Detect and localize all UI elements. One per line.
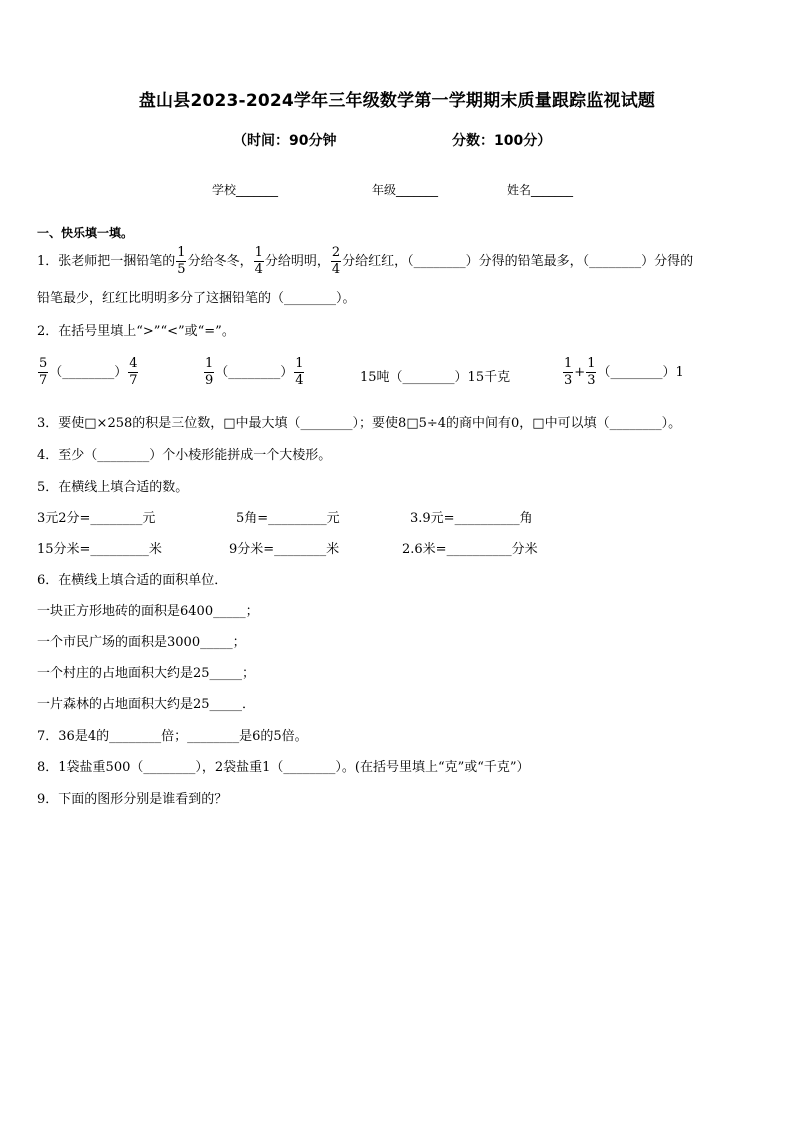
question-4: 4．至少（________）个小棱形能拼成一个大棱形。 [37, 448, 332, 463]
exam-title: 盘山县2023-2024学年三年级数学第一学期期末质量跟踪监视试题 [138, 91, 656, 111]
section-heading: 一、快乐填一填。 [37, 226, 134, 240]
question-6: 6．在横线上填合适的面积单位． [37, 573, 228, 588]
school-field: 学校_______ [212, 183, 279, 197]
q5-item-2: 5角=_________元 [236, 511, 340, 526]
compare-item-4: $\frac{1}{3}$ + $\frac{1}{3}$ （________）1 [564, 356, 684, 388]
q1-text-c: 分给明明， [264, 254, 330, 269]
q5-item-4: 15分米=_________米 [37, 542, 162, 557]
q5-item-3: 3.9元=__________角 [410, 511, 533, 526]
q5-item-5: 9分米=________米 [229, 542, 340, 557]
exam-time: （时间：90分钟 [233, 133, 337, 149]
question-5: 5．在横线上填合适的数。 [37, 480, 189, 495]
q5-item-6: 2.6米=__________分米 [402, 542, 538, 557]
q6-line-2: 一个市民广场的面积是3000_____； [37, 635, 246, 650]
fraction-1-5: $\frac{1}{5}$ [177, 245, 186, 277]
compare-item-2: $\frac{1}{9}$ （________） $\frac{1}{4}$ [205, 356, 304, 388]
q5-item-1: 3元2分=________元 [37, 511, 156, 526]
compare-item-3: 15吨（________）15千克 [360, 370, 511, 385]
fraction-2-4: $\frac{2}{4}$ [331, 245, 341, 277]
question-1-line-1 [37, 246, 693, 277]
q1-text-b: 分给冬冬， [187, 254, 253, 269]
grade-field: 年级_______ [372, 183, 439, 197]
exam-score: 分数：100分） [452, 133, 552, 149]
q6-line-3: 一个村庄的占地面积大约是25_____； [37, 666, 256, 681]
fraction-1-4: $\frac{1}{4}$ [254, 245, 263, 277]
q1-text-a: 1．张老师把一捆铅笔的 [37, 254, 176, 269]
question-7: 7．36是4的________倍；________是6的5倍。 [37, 729, 308, 744]
q1-text-d: 分给红红，（________）分得的铅笔最多，（________）分得的 [342, 254, 694, 269]
question-1-line-2: 铅笔最少，红红比明明多分了这捆铅笔的（________）。 [37, 291, 356, 306]
question-8: 8．1袋盐重500（________），2袋盐重1（________）。(在括号里填上“克”或“千克”） [37, 760, 530, 775]
question-2: 2．在括号里填上“>”“<”或“=”。 [37, 324, 235, 339]
q6-line-4: 一片森林的占地面积大约是25_____． [37, 697, 256, 712]
name-field: 姓名_______ [507, 183, 574, 197]
q6-line-1: 一块正方形地砖的面积是6400_____； [37, 604, 259, 619]
question-9: 9．下面的图形分别是谁看到的？ [37, 792, 228, 807]
compare-item-1: $\frac{5}{7}$ （________） $\frac{4}{7}$ [39, 356, 138, 388]
question-3: 3．要使□×258的积是三位数，□中最大填（________）；要使8□5÷4的商中间有0，□中可以填（________）。 [37, 416, 682, 431]
